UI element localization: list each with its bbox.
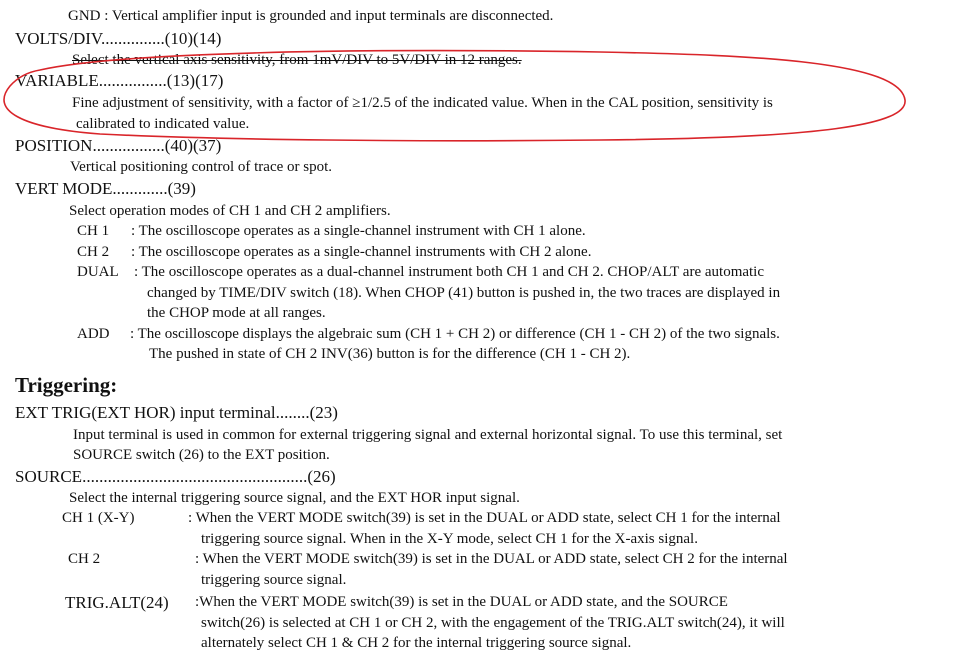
ext-trig-heading: EXT TRIG(EXT HOR) input terminal........(23): [15, 403, 338, 422]
add-text-line1: : The oscilloscope displays the algebraic sum (CH 1 + CH 2) or difference (CH 1 - CH 2) of the two signals.: [130, 326, 780, 342]
volts-div-description: Select the vertical axis sensitivity, from 1mV/DIV to 5V/DIV in 12 ranges.: [72, 52, 522, 68]
volts-div-heading: VOLTS/DIV...............(10)(14): [15, 29, 222, 48]
add-text-line2: The pushed in state of CH 2 INV(36) button is for the difference (CH 1 - CH 2).: [149, 346, 631, 362]
trig-alt-text-line1: :When the VERT MODE switch(39) is set in the DUAL or ADD state, and the SOURCE: [195, 594, 728, 610]
position-description: Vertical positioning control of trace or spot.: [70, 159, 333, 175]
triggering-title: Triggering:: [15, 373, 118, 397]
source-description: Select the internal triggering source signal, and the EXT HOR input signal.: [69, 490, 520, 506]
dual-text-line3: the CHOP mode at all ranges.: [147, 305, 326, 321]
gnd-line: GND : Vertical amplifier input is grounded and input terminals are disconnected.: [68, 8, 554, 24]
source-ch1-label: CH 1 (X-Y): [62, 510, 135, 526]
dual-text-line2: changed by TIME/DIV switch (18). When CHOP (41) button is pushed in, the two traces are displayed in: [147, 285, 781, 301]
variable-heading: VARIABLE................(13)(17): [15, 71, 224, 90]
vert-mode-description: Select operation modes of CH 1 and CH 2 amplifiers.: [69, 203, 391, 219]
add-label: ADD: [77, 326, 110, 342]
dual-label: DUAL: [77, 264, 119, 280]
dual-text-line1: : The oscilloscope operates as a dual-channel instrument both CH 1 and CH 2. CHOP/ALT are automatic: [134, 264, 765, 280]
trig-alt-label: TRIG.ALT(24): [65, 593, 169, 612]
source-ch2-label: CH 2: [68, 551, 101, 567]
source-heading: SOURCE.....................................................(26): [15, 467, 336, 486]
ch1-text: : The oscilloscope operates as a single-channel instrument with CH 1 alone.: [131, 223, 586, 239]
variable-description-line2: calibrated to indicated value.: [76, 116, 250, 132]
source-ch2-text-line2: triggering source signal.: [201, 572, 347, 588]
ext-trig-description-line2: SOURCE switch (26) to the EXT position.: [73, 447, 330, 463]
variable-description-line1: Fine adjustment of sensitivity, with a factor of ≥1/2.5 of the indicated value. When in the CAL position, sensitivity is: [72, 95, 773, 111]
source-ch1-text-line2: triggering source signal. When in the X-Y mode, select CH 1 for the X-axis signal.: [201, 531, 698, 547]
trig-alt-text-line2: switch(26) is selected at CH 1 or CH 2, with the engagement of the TRIG.ALT switch(24), it will: [201, 615, 785, 631]
source-ch1-text-line1: : When the VERT MODE switch(39) is set in the DUAL or ADD state, select CH 1 for the internal: [188, 510, 781, 526]
vert-mode-heading: VERT MODE.............(39): [15, 179, 196, 198]
ch1-label: CH 1: [77, 223, 110, 239]
source-ch2-text-line1: : When the VERT MODE switch(39) is set in the DUAL or ADD state, select CH 2 for the internal: [195, 551, 788, 567]
trig-alt-text-line3: alternately select CH 1 & CH 2 for the internal triggering source signal.: [201, 635, 632, 651]
ch2-label: CH 2: [77, 244, 110, 260]
ext-trig-description-line1: Input terminal is used in common for external triggering signal and external horizontal signal. To use this terminal, set: [73, 427, 783, 443]
ch2-text: : The oscilloscope operates as a single-channel instruments with CH 2 alone.: [131, 244, 592, 260]
position-heading: POSITION.................(40)(37): [15, 136, 222, 155]
